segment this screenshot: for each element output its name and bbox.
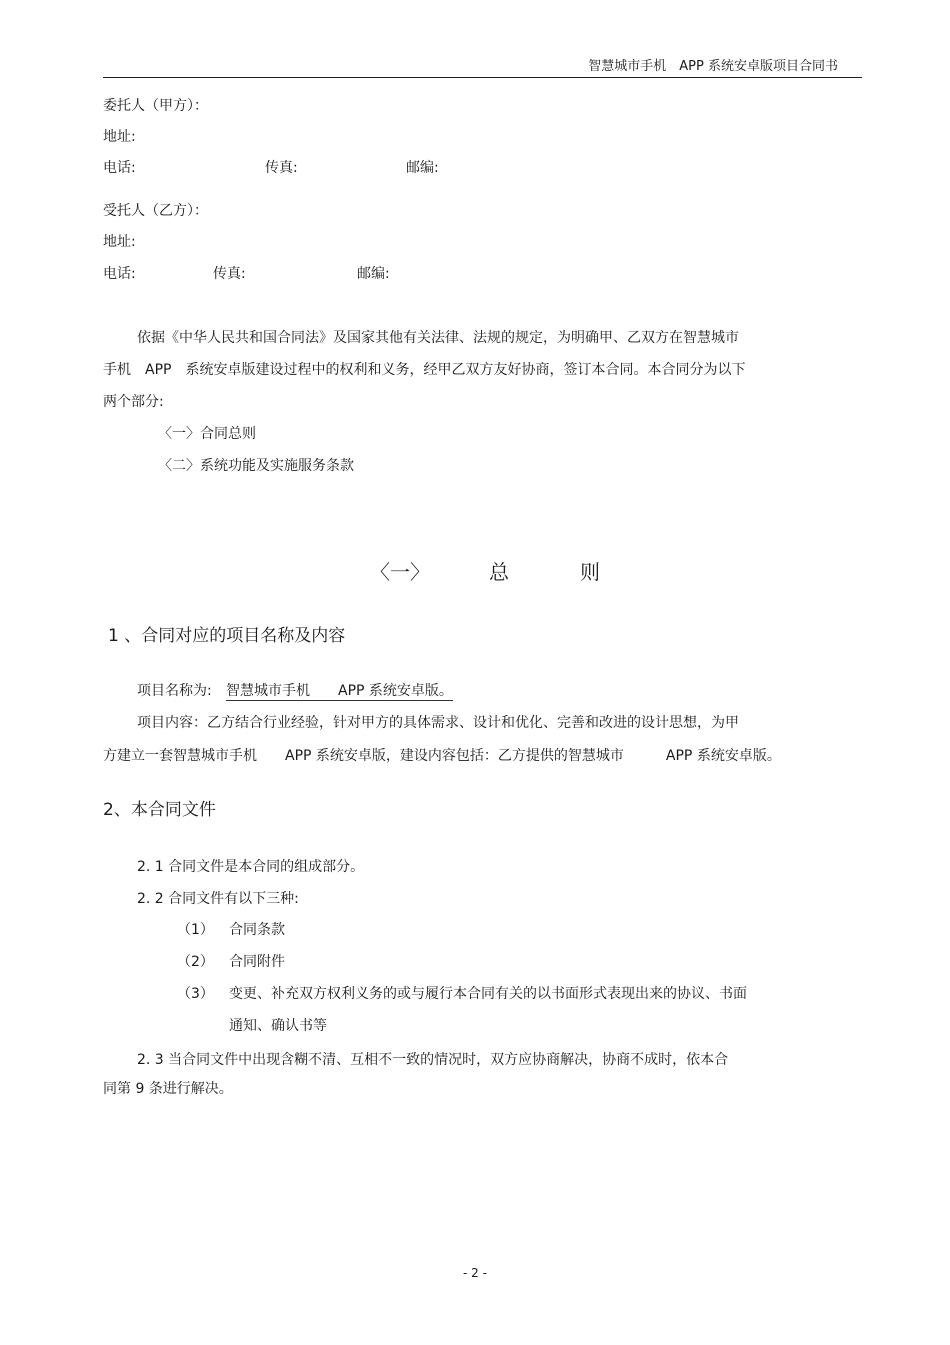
page-header: 智慧城市手机 APP 系统安卓版项目合同书 (588, 59, 838, 74)
party-a-address: 地址: (103, 129, 136, 145)
subitem-3-text: 变更、补充双方权利义务的或与履行本合同有关的以书面形式表现出来的协议、书面 (229, 986, 747, 1002)
intro-line-3: 两个部分: (103, 394, 164, 410)
subitem-3-number: （3） (177, 986, 214, 1002)
clause-2-item-3-line-1: 2. 3 当合同文件中出现含糊不清、互相不一致的情况时，双方应协商解决，协商不成时，依本合 (137, 1052, 729, 1068)
project-name-label: 项目名称为: (137, 683, 212, 699)
subitem-2-text: 合同附件 (229, 954, 285, 970)
clause-2-item-2: 2. 2 合同文件有以下三种: (137, 891, 299, 907)
party-a-label: 委托人（甲方）： (103, 98, 208, 114)
party-b-label: 受托人（乙方）： (103, 203, 208, 219)
intro-line-2: 手机 APP 系统安卓版建设过程中的权利和义务，经甲乙双方友好协商，签订本合同。本合同分为以下 (103, 362, 746, 378)
intro-part-1: 〈一〉合同总则 (158, 426, 256, 442)
intro-line-1: 依据《中华人民共和国合同法》及国家其他有关法律、法规的规定，为明确甲、乙双方在智慧城市 (137, 330, 739, 346)
party-b-address: 地址: (103, 234, 136, 250)
party-b-fax: 传真: (213, 266, 246, 282)
page-number: - 2 - (463, 1266, 487, 1280)
section-number: 〈一〉 (370, 560, 430, 584)
subitem-2-number: （2） (177, 954, 214, 970)
project-name-value: 智慧城市手机 APP 系统安卓版。 (226, 683, 453, 699)
party-b-phone: 电话: (103, 266, 136, 282)
project-content-line-2: 方建立一套智慧城市手机 APP 系统安卓版，建设内容包括：乙方提供的智慧城市 APP 系统安卓版。 (103, 748, 781, 764)
subitem-1-text: 合同条款 (229, 922, 285, 938)
clause-2-heading: 2、本合同文件 (103, 800, 216, 820)
project-content-line-1: 项目内容：乙方结合行业经验，针对甲方的具体需求、设计和优化、完善和改进的设计思想，为甲 (137, 715, 739, 731)
subitem-3-continuation: 通知、确认书等 (229, 1018, 327, 1034)
clause-1-heading: 1 、合同对应的项目名称及内容 (108, 626, 346, 646)
clause-2-item-3-line-2: 同第 9 条进行解决。 (103, 1081, 233, 1097)
party-a-fax: 传真: (265, 160, 298, 176)
header-rule (103, 77, 862, 78)
party-a-postcode: 邮编: (406, 160, 439, 176)
party-a-phone: 电话: (103, 160, 136, 176)
section-title-part-1: 总 (489, 560, 509, 584)
subitem-1-number: （1） (177, 922, 214, 938)
section-title-part-2: 则 (580, 560, 600, 584)
clause-2-item-1: 2. 1 合同文件是本合同的组成部分。 (137, 859, 365, 875)
intro-part-2: 〈二〉系统功能及实施服务条款 (158, 458, 354, 474)
party-b-postcode: 邮编: (357, 266, 390, 282)
